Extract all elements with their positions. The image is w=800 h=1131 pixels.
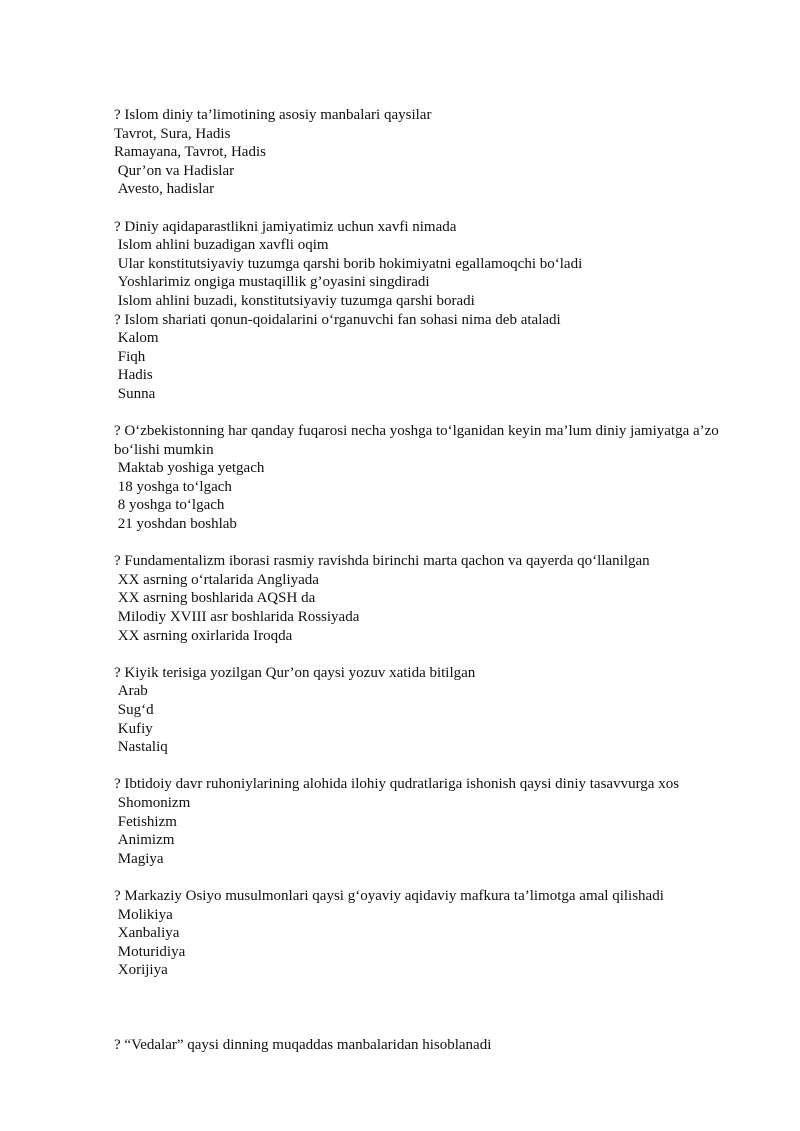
question-text: ? O‘zbekistonning har qanday fuqarosi necha yoshga to‘lganidan keyin ma’lum diniy jamiyatga a’zo bo‘lishi mumkin xyxy=(114,423,723,458)
answer-option: Hadis xyxy=(114,367,153,384)
answer-option: Xorijiya xyxy=(114,962,168,979)
question-block xyxy=(114,552,754,645)
answer-option: Islom ahlini buzadi, konstitutsiyaviy tuzumga qarshi boradi xyxy=(114,292,475,309)
answer-option: Arab xyxy=(114,683,148,700)
question-text: ? Islom diniy ta’limotining asosiy manbalari qaysilar xyxy=(114,107,432,123)
question-block xyxy=(114,664,754,757)
question-text: ? Markaziy Osiyo musulmonlari qaysi g‘oyaviy aqidaviy mafkura ta’limotga amal qilishadi xyxy=(114,887,664,904)
answer-option: 21 yoshdan boshlab xyxy=(114,516,237,533)
spacer xyxy=(114,645,754,664)
answer-option: Nastaliq xyxy=(114,739,168,756)
answer-option: XX asrning o‘rtalarida Angliyada xyxy=(114,571,319,588)
spacer xyxy=(114,404,754,423)
answer-option: Animizm xyxy=(114,832,175,849)
answer-option: XX asrning boshlarida AQSH da xyxy=(114,590,316,607)
answer-option: Ular konstitutsiyaviy tuzumga qarshi borib hokimiyatni egallamoqchi bo‘ladi xyxy=(114,255,583,272)
answer-option: Fiqh xyxy=(114,348,146,365)
answer-option: Fetishizm xyxy=(114,813,177,830)
spacer xyxy=(114,980,754,1036)
answer-option: Moturidiya xyxy=(114,943,186,960)
answer-option: Molikiya xyxy=(114,906,173,923)
answer-option: Milodiy XVIII asr boshlarida Rossiyada xyxy=(114,609,360,626)
question-block xyxy=(114,887,754,980)
question-block xyxy=(114,311,754,404)
answer-option: 18 yoshga to‘lgach xyxy=(114,478,232,495)
answer-option: Sunna xyxy=(114,385,156,402)
spacer xyxy=(114,534,754,553)
question-block xyxy=(114,218,754,311)
spacer xyxy=(114,868,754,887)
question-text: ? Diniy aqidaparastlikni jamiyatimiz uchun xavfi nimada xyxy=(114,218,457,235)
question-text: ? Kiyik terisiga yozilgan Qur’on qaysi yozuv xatida bitilgan xyxy=(114,664,476,681)
question-text: ? Fundamentalizm iborasi rasmiy ravishda birinchi marta qachon va qayerda qo‘llanilgan xyxy=(114,553,650,570)
question-block xyxy=(114,422,754,534)
answer-option: Islom ahlini buzadigan xavfli oqim xyxy=(114,237,329,254)
question-block xyxy=(114,106,754,199)
question-block xyxy=(114,1036,754,1055)
question-text: ? Islom shariati qonun-qoidalarini o‘rganuvchi fan sohasi nima deb ataladi xyxy=(114,311,561,328)
answer-option: Avesto, hadislar xyxy=(114,181,215,198)
question-text: ? “Vedalar” qaysi dinning muqaddas manbalaridan hisoblanadi xyxy=(114,1036,492,1053)
answer-option: Kufiy xyxy=(114,720,153,737)
answer-option: XX asrning oxirlarida Iroqda xyxy=(114,627,293,644)
spacer xyxy=(114,757,754,776)
answer-option: Maktab yoshiga yetgach xyxy=(114,460,265,477)
answer-option: 8 yoshga to‘lgach xyxy=(114,497,225,514)
answer-option: Sug‘d xyxy=(114,702,154,718)
answer-option: Shomonizm xyxy=(114,794,191,811)
spacer xyxy=(114,199,754,218)
answer-option: Ramayana, Tavrot, Hadis xyxy=(114,144,266,161)
answer-option: Magiya xyxy=(114,850,164,867)
answer-option: Yoshlarimiz ongiga mustaqillik g’oyasini singdiradi xyxy=(114,274,430,291)
document-page xyxy=(114,106,754,1054)
answer-option: Xanbaliya xyxy=(114,925,180,942)
question-text: ? Ibtidoiy davr ruhoniylarining alohida ilohiy qudratlariga ishonish qaysi diniy tasavvurga xos xyxy=(114,776,680,793)
answer-option: Tavrot, Sura, Hadis xyxy=(114,125,231,142)
answer-option: Qur’on va Hadislar xyxy=(114,162,235,179)
question-block xyxy=(114,775,754,868)
answer-option: Kalom xyxy=(114,330,159,347)
